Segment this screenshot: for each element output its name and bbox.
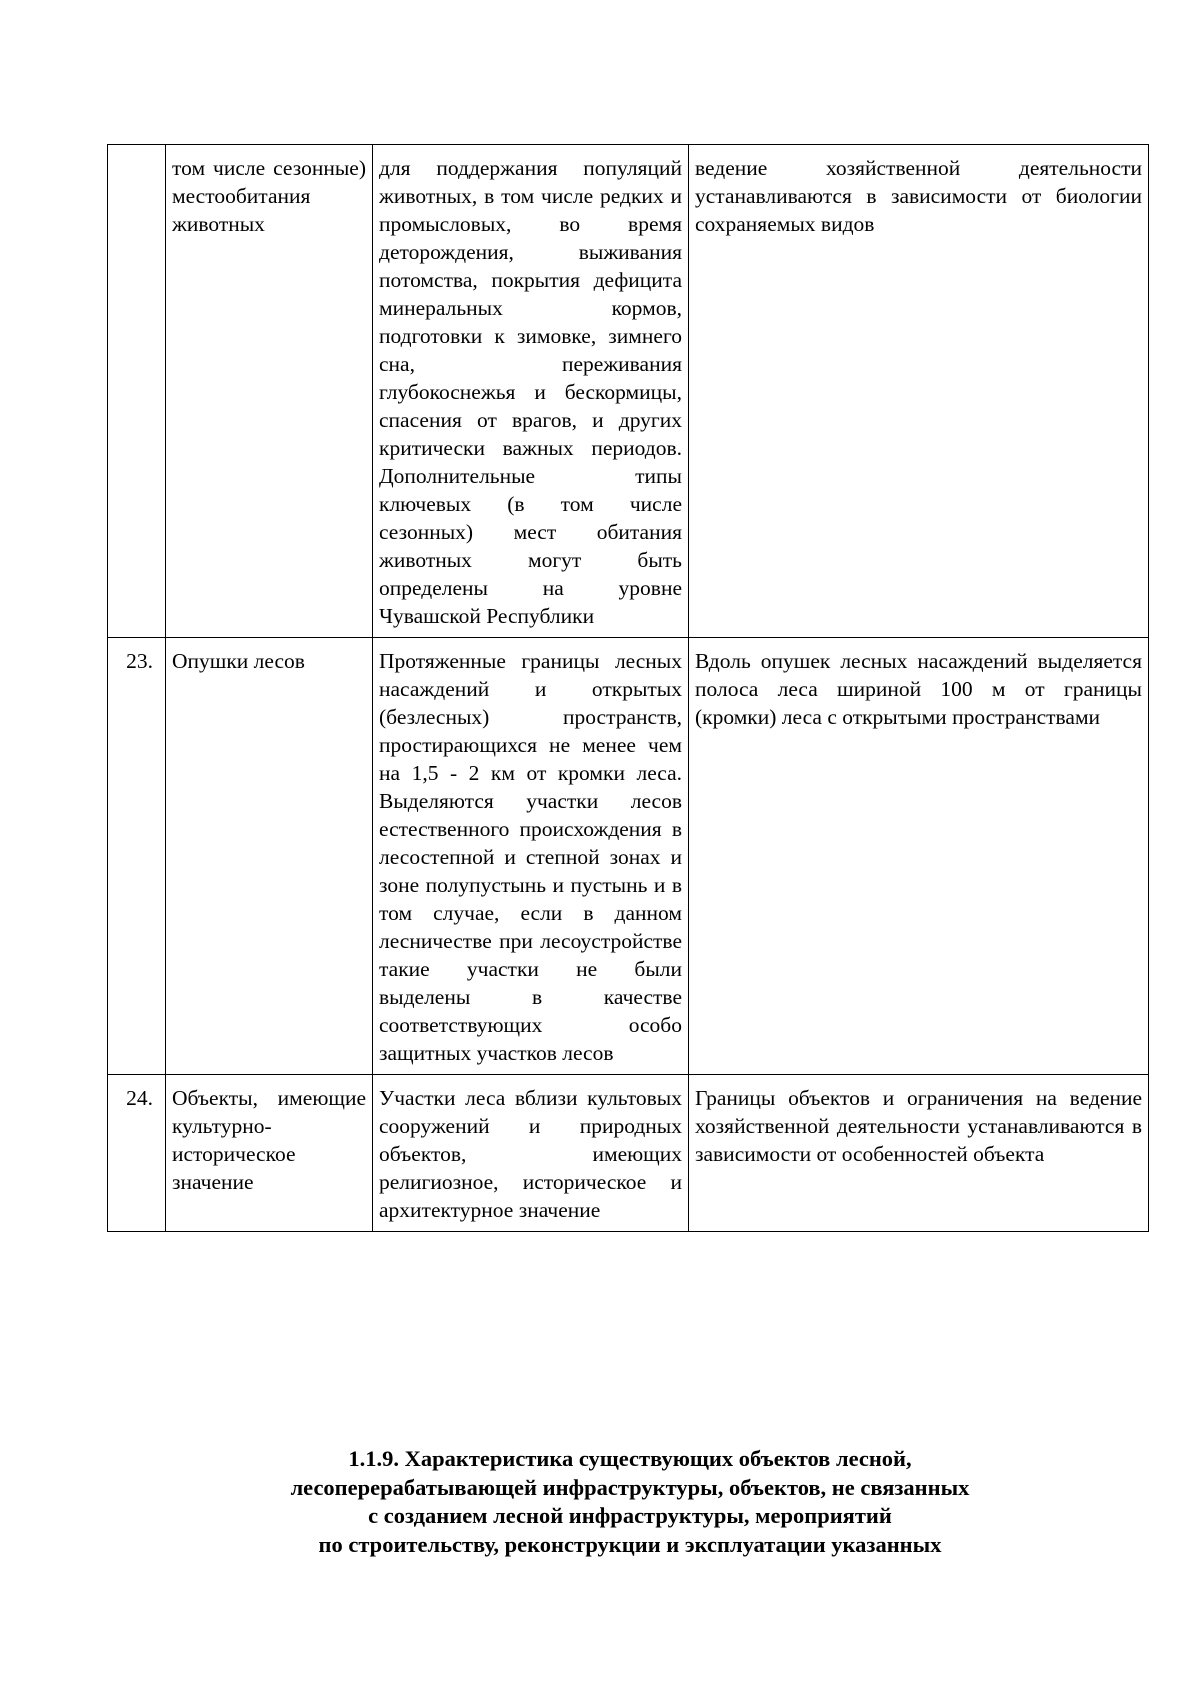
section-heading-line: по строительству, реконструкции и эксплуатации указанных [318,1531,942,1557]
description-cell [373,145,689,638]
area-description: Участки леса вблизи культовых сооружений и природных объектов, имеющих религиозное, историческое и архитектурное значение [379,1086,682,1222]
protective-forest-areas-table [107,144,1149,1232]
rules-cell [689,638,1149,1075]
description-cell [373,1075,689,1232]
area-rules: Границы объектов и ограничения на ведение хозяйственной деятельности устанавливаются в зависимости от особенностей объекта [695,1086,1142,1166]
rules-cell [689,1075,1149,1232]
area-name: Опушки лесов [172,649,305,673]
rules-cell [689,145,1149,638]
name-cell [166,638,373,1075]
area-name: Объекты, имеющие культурно-историческое значение [172,1086,366,1194]
row-number-cell [108,1075,166,1232]
section-heading-line: лесоперерабатывающей инфраструктуры, объектов, не связанных [290,1474,970,1500]
section-heading [200,1445,1060,1559]
area-name: том числе сезонные) местообитания животных [172,156,366,236]
table-row [108,1075,1149,1232]
area-rules: Вдоль опушек лесных насаждений выделяется полоса леса шириной 100 м от границы (кромки) леса с открытыми пространствами [695,649,1142,729]
row-number-cell [108,145,166,638]
name-cell [166,1075,373,1232]
description-cell [373,638,689,1075]
table-row [108,145,1149,638]
row-number: 23. [126,649,153,673]
table-row [108,638,1149,1075]
section-heading-line: с созданием лесной инфраструктуры, мероприятий [368,1503,892,1528]
area-description: Протяженные границы лесных насаждений и открытых (безлесных) пространств, простирающихся не менее чем на 1,5 - 2 км от кромки леса. Выделяются участки лесов естественного происхождения в лесостепной и степной зонах и зоне полупустынь и пустынь и в том случае, если в данном лесничестве при лесоустройстве такие участки не были выделены в качестве соответствующих особо защитных участков лесов [379,649,682,1065]
row-number: 24. [126,1086,153,1110]
area-description: для поддержания популяций животных, в том числе редких и промысловых, во время деторождения, выживания потомства, покрытия дефицита минеральных кормов, подготовки к зимовке, зимнего сна, переживания глубокоснежья и бескормицы, спасения от врагов, и других критически важных периодов. Дополнительные типы ключевых (в том числе сезонных) мест обитания животных могут быть определены на уровне Чувашской Республики [379,156,682,628]
section-heading-line: 1.1.9. Характеристика существующих объектов лесной, [348,1446,912,1471]
area-rules: ведение хозяйственной деятельности устанавливаются в зависимости от биологии сохраняемых видов [695,156,1142,236]
row-number-cell [108,638,166,1075]
name-cell [166,145,373,638]
